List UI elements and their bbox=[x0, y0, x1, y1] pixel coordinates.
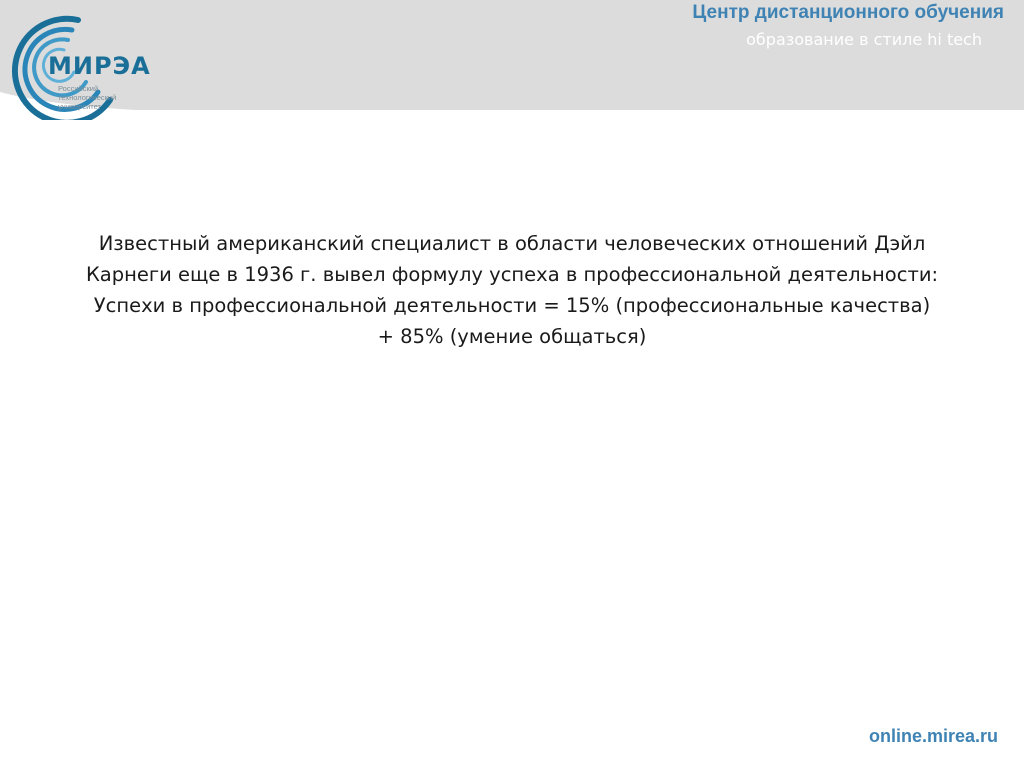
continuation-text: еще в 1936 г. вывел формулу успеха в профессиональной деятельности: bbox=[171, 263, 939, 286]
logo-text: МИРЭА bbox=[48, 52, 151, 80]
main-text bbox=[60, 228, 964, 352]
mirea-logo bbox=[0, 0, 190, 120]
person-name: Дэйл Карнеги bbox=[85, 232, 926, 286]
footer-url[interactable]: online.mirea.ru bbox=[868, 726, 998, 746]
header-title: Центр дистанционного обучения bbox=[692, 2, 1004, 23]
header-subtitle: образование в стиле hi tech bbox=[746, 30, 982, 49]
logo-subtitle: Российский технологический университет bbox=[58, 84, 117, 111]
formula-line-1: Успехи в профессиональной деятельности = 15% (профессиональные качества) bbox=[93, 294, 931, 317]
formula-line-2: + 85% (умение общаться) bbox=[377, 325, 647, 348]
intro-text: Известный американский специалист в области человеческих отношений bbox=[98, 232, 875, 255]
